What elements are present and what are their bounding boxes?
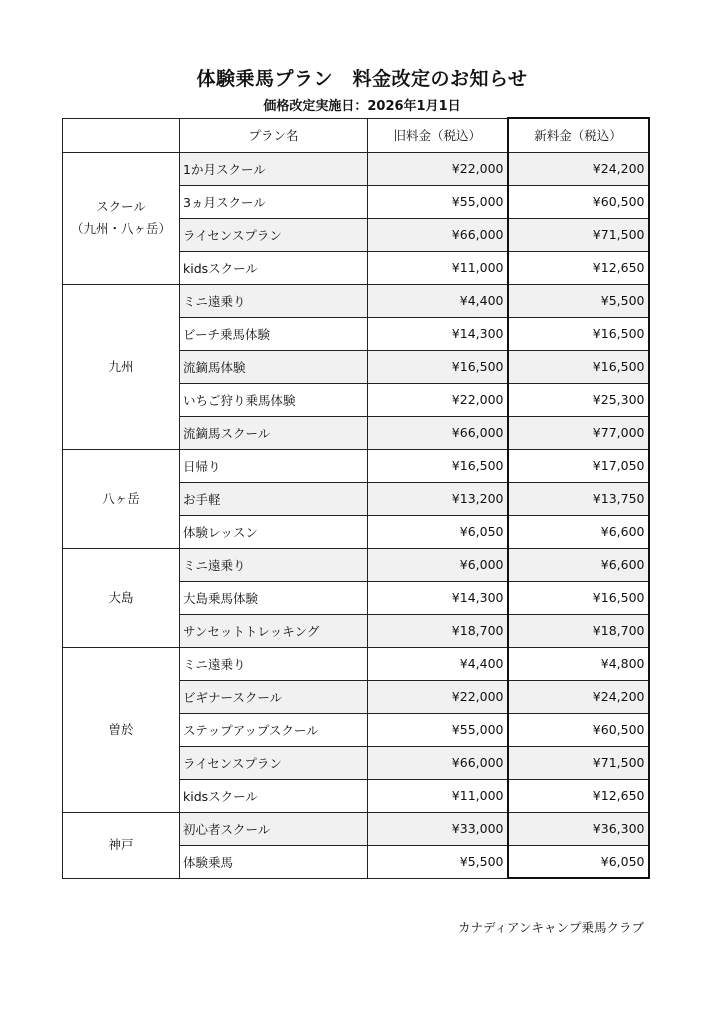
new-price-cell: ¥24,200 xyxy=(508,152,649,185)
table-row xyxy=(63,152,649,185)
new-price-cell: ¥6,600 xyxy=(508,548,649,581)
old-price-cell: ¥55,000 xyxy=(368,185,508,218)
old-price-cell: ¥13,200 xyxy=(368,482,508,515)
old-price-cell: ¥22,000 xyxy=(368,152,508,185)
plan-name-cell: ミニ遠乗り xyxy=(180,548,368,581)
club-name: カナディアンキャンプ乗馬クラブ xyxy=(457,920,644,935)
old-price-cell: ¥14,300 xyxy=(368,317,508,350)
table-row xyxy=(63,812,649,845)
old-price-cell: ¥11,000 xyxy=(368,251,508,284)
old-price-cell: ¥16,500 xyxy=(368,350,508,383)
old-price-cell: ¥16,500 xyxy=(368,449,508,482)
effective-date: 価格改定実施日：2026年1月1日 xyxy=(263,99,461,114)
table-row xyxy=(63,449,649,482)
old-price-cell: ¥33,000 xyxy=(368,812,508,845)
table-row xyxy=(63,284,649,317)
group-name: スクール xyxy=(96,199,146,215)
plan-name-cell: 日帰り xyxy=(180,449,368,482)
header-plan-name: プラン名 xyxy=(180,118,368,152)
old-price-cell: ¥11,000 xyxy=(368,779,508,812)
plan-name-cell: kidsスクール xyxy=(180,251,368,284)
new-price-cell: ¥16,500 xyxy=(508,350,649,383)
plan-name-cell: ステップアップスクール xyxy=(180,713,368,746)
plan-name-cell: 大島乗馬体験 xyxy=(180,581,368,614)
plan-name-cell: 初心者スクール xyxy=(180,812,368,845)
new-price-cell: ¥6,050 xyxy=(508,845,649,878)
plan-name-cell: お手軽 xyxy=(180,482,368,515)
old-price-cell: ¥6,000 xyxy=(368,548,508,581)
new-price-cell: ¥25,300 xyxy=(508,383,649,416)
plan-name-cell: kidsスクール xyxy=(180,779,368,812)
new-price-cell: ¥24,200 xyxy=(508,680,649,713)
new-price-cell: ¥77,000 xyxy=(508,416,649,449)
new-price-cell: ¥4,800 xyxy=(508,647,649,680)
table-body xyxy=(63,152,649,878)
group-cell xyxy=(63,284,180,449)
plan-name-cell: ライセンスプラン xyxy=(180,746,368,779)
group-name: （九州・八ヶ岳） xyxy=(70,221,171,236)
page-title: 体験乗馬プラン 料金改定のお知らせ xyxy=(196,68,528,90)
old-price-cell: ¥5,500 xyxy=(368,845,508,878)
old-price-cell: ¥55,000 xyxy=(368,713,508,746)
price-table xyxy=(62,117,650,879)
group-cell xyxy=(63,647,180,812)
group-cell xyxy=(63,152,180,284)
old-price-cell: ¥66,000 xyxy=(368,746,508,779)
plan-name-cell: ミニ遠乗り xyxy=(180,284,368,317)
new-price-cell: ¥60,500 xyxy=(508,185,649,218)
old-price-cell: ¥22,000 xyxy=(368,383,508,416)
old-price-cell: ¥4,400 xyxy=(368,647,508,680)
table-row xyxy=(63,647,649,680)
plan-name-cell: 流鏑馬体験 xyxy=(180,350,368,383)
old-price-cell: ¥18,700 xyxy=(368,614,508,647)
plan-name-cell: 体験レッスン xyxy=(180,515,368,548)
plan-name-cell: ミニ遠乗り xyxy=(180,647,368,680)
header-old-price: 旧料金（税込） xyxy=(368,118,508,152)
group-cell xyxy=(63,812,180,878)
plan-name-cell: ビーチ乗馬体験 xyxy=(180,317,368,350)
old-price-cell: ¥4,400 xyxy=(368,284,508,317)
group-name: 神戸 xyxy=(108,837,134,853)
new-price-cell: ¥5,500 xyxy=(508,284,649,317)
new-price-cell: ¥71,500 xyxy=(508,746,649,779)
group-cell xyxy=(63,548,180,647)
new-price-cell: ¥12,650 xyxy=(508,251,649,284)
plan-name-cell: 3ヵ月スクール xyxy=(180,185,368,218)
new-price-cell: ¥60,500 xyxy=(508,713,649,746)
old-price-cell: ¥6,050 xyxy=(368,515,508,548)
group-cell xyxy=(63,449,180,548)
plan-name-cell: ライセンスプラン xyxy=(180,218,368,251)
header-group xyxy=(63,118,180,152)
new-price-cell: ¥6,600 xyxy=(508,515,649,548)
table-row xyxy=(63,548,649,581)
group-name: 大島 xyxy=(108,589,134,605)
new-price-cell: ¥16,500 xyxy=(508,581,649,614)
old-price-cell: ¥22,000 xyxy=(368,680,508,713)
new-price-cell: ¥13,750 xyxy=(508,482,649,515)
group-name: 八ヶ岳 xyxy=(102,490,140,506)
plan-name-cell: 体験乗馬 xyxy=(180,845,368,878)
new-price-cell: ¥17,050 xyxy=(508,449,649,482)
new-price-cell: ¥16,500 xyxy=(508,317,649,350)
old-price-cell: ¥66,000 xyxy=(368,218,508,251)
plan-name-cell: ビギナースクール xyxy=(180,680,368,713)
old-price-cell: ¥14,300 xyxy=(368,581,508,614)
header-new-price: 新料金（税込） xyxy=(508,118,649,152)
table-header-row xyxy=(63,118,649,152)
new-price-cell: ¥71,500 xyxy=(508,218,649,251)
new-price-cell: ¥18,700 xyxy=(508,614,649,647)
new-price-cell: ¥36,300 xyxy=(508,812,649,845)
plan-name-cell: いちご狩り乗馬体験 xyxy=(180,383,368,416)
plan-name-cell: サンセットトレッキング xyxy=(180,614,368,647)
new-price-cell: ¥12,650 xyxy=(508,779,649,812)
group-name: 曽於 xyxy=(108,721,134,737)
plan-name-cell: 1か月スクール xyxy=(180,152,368,185)
plan-name-cell: 流鏑馬スクール xyxy=(180,416,368,449)
old-price-cell: ¥66,000 xyxy=(368,416,508,449)
group-name: 九州 xyxy=(108,358,134,374)
